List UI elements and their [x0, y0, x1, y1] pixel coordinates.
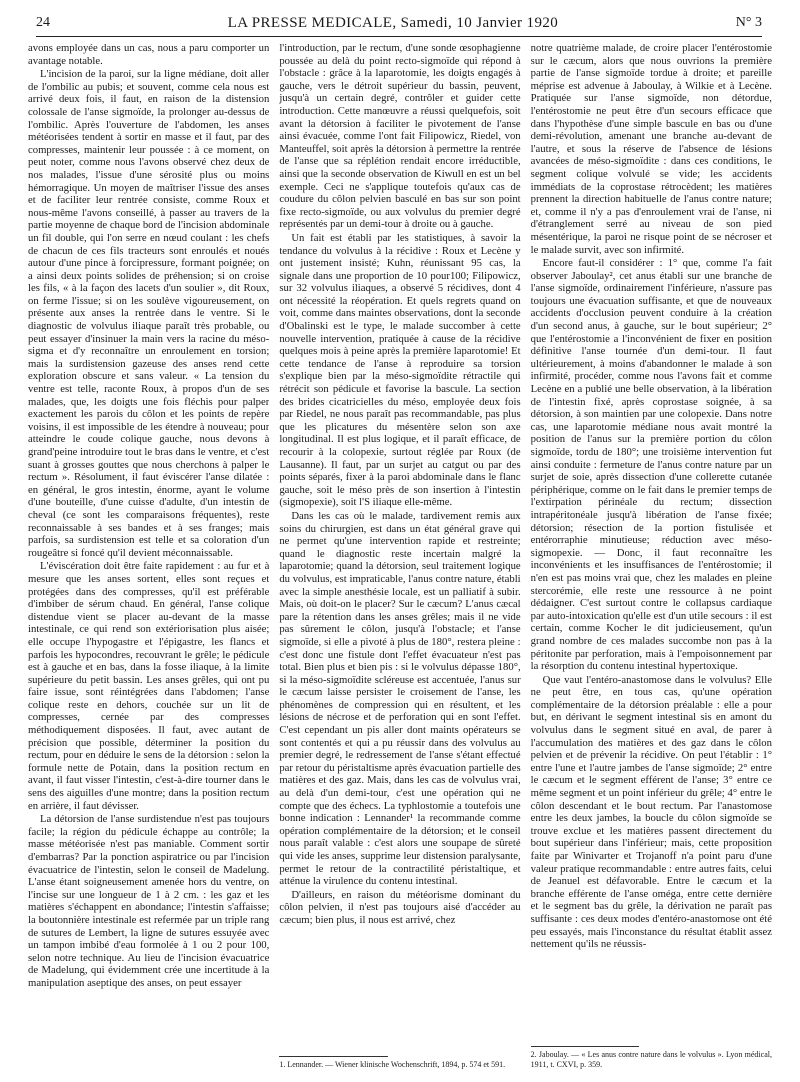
footnote-area: [279, 1056, 520, 1070]
column-1: [28, 42, 269, 1072]
page-number: 24: [36, 15, 50, 30]
footnote-rule: [279, 1056, 388, 1057]
column-2: [279, 42, 520, 1072]
paragraph: l'introduction, par le rectum, d'une sonde œsophagienne poussée au delà du point recto-sigmoïde qui répond à l'obstacle : grâce à la laparotomie, les doigts engagés à gauche, vers le détroit supérieur du bassin, peuvent, jusqu'à un certain degré, contrôler et guider cette introduction. Cette manœuvre a réussi quelquefois, soit avant la détorsion à faciliter le pivotement de l'anse ainsi évacuée, comme l'ont fait Filipowicz, Riedel, von Manteuffel, soit après la détorsion à permettre la rentrée de l'anse que sa réplétion rendait encore irréductible, ainsi que la seconde observation de Kiwull en est un bel exemple. Ceci ne s'applique toutefois qu'aux cas de coudure du côlon pelvien basculé en bas sur son point fixe recto-sigmoïde, ou aux volvulus du premier degré représentés par un demi-tour à droite ou à gauche.: [279, 42, 521, 231]
paragraph: Encore faut-il considérer : 1° que, comme l'a fait observer Jaboulay², cet anus établi sur une branche de l'anse sigmoïde, ordinairement l'inférieure, n'assure pas toujours une évacuation suffisante, et que de nouveaux accidents d'occlusion peuvent conduire à la création d'un second anus, à gauche, sur le bout supérieur; 2° que l'entérostomie a l'inconvénient de fixer en position définitive l'anse tournée d'un demi-tour. Il faut ultérieurement, à moins d'abandonner le malade à son infirmité, procéder, comme nous l'avons fait et comme Lecène en a publié une belle observation, à la libération de l'intestin fixé, après coprostase soignée, à sa détorsion, à son maintien par une colopexie. Dans notre cas, une laparotomie médiane nous avait montré la position de l'anus sur la première portion du côlon sigmoïde, tordu de 180°; une troisième intervention fut ainsi conduite : fermeture de l'anus contre nature par un surjet de soie, après dissection d'une collerette cutanée périphérique, comme on le fait dans le premier temps de l'extirpation périnéale du rectum; dissection intrapéritonéale jusqu'à libération de l'anse fixée; détorsion; résection de la portion fistulisée et entérorraphie minutieuse; réduction avec méso-sigmopexie. — Donc, il faut reconnaître les inconvénients et les insuffisances de l'entérostomie; il n'en est pas moins vrai que, chez les malades en pleine stercorémie, elle reste une ressource à ne point dédaigner. C'est surtout contre le collapsus cardiaque par auto-intoxication qu'elle est d'un utile secours : il est certain, comme Kocher le dit judicieusement, qu'un grand nombre de ces malades succombe non pas à la péritonite par perforation, mais à l'empoisonnement par la résorption du contenu intestinal hypertoxique.: [530, 257, 772, 673]
footnote-area: [531, 1046, 772, 1070]
footnote: 1. Lennander. — Wiener klinische Wochenschrift, 1894, p. 574 et 591.: [279, 1060, 506, 1069]
paragraph: notre quatrième malade, de croire placer l'entérostomie sur le cæcum, alors que nous ouvrions la première partie de l'anse sigmoïde tordue à droite; et pareille méprise est advenue à Jaboulay, à Wilkie et à Lecène. Pratiquée sur l'anse sigmoïde, non détordue, l'entérostomie ne peut être d'un secours efficace que dans l'hypothèse d'une simple bascule en bas ou d'une demi-révolution, amenant une branche au-devant de l'autre, et sous la réserve de l'absence de lésions avancées de méso-sigmoïdite : dans ces conditions, le segment colique volvulé se vide; les accidents immédiats de la coprostase rétrocèdent; les matières prennent la direction habituelle de l'anus contre nature; et, comme il n'y a pas d'enroulement vrai de l'anse, ni d'étranglement serré au niveau de son pied mésentérique, la paroi ne risque point de se nécroser et le malade survit, avec son infirmité.: [530, 42, 772, 256]
paragraph: avons employée dans un cas, nous a paru comporter un avantage notable.: [28, 42, 270, 67]
footnote-rule: [531, 1046, 640, 1047]
column-3: [531, 42, 772, 1072]
paragraph: Un fait est établi par les statistiques, à savoir la tendance du volvulus à la récidive : Roux et Lecène y ont justement insisté; Kuhn, réunissant 95 cas, la signale dans une proportion de 10 pour100; Filipowicz, sur 32 volvulus iliaques, a observé 5 récidives, dont 4 ont nécessité la réopération. Et quels regrets quand on voit, comme dans maintes observations, dont la seconde d'Obalinski est le type, le malade succomber à cette nouvelle intervention, pratiquée à cause de la récidive quelques mois à peine après la première laparotomie! Et cette tendance de l'anse à reproduire sa torsion s'explique bien par la méso-sigmoïdite rétractile qui rétrécit son pédicule et favorise la bascule. La section des brides cicatricielles du méso, employée deux fois par Riedel, ne nous paraît pas recommandable, pas plus que les plicatures du mésentère selon son axe longitudinal. Il est plus logique, et il paraît efficace, de recourir à la colopexie, surtout réglée par Roux (de Lausanne). Il faut, par un surjet au catgut ou par des points séparés, fixer à la paroi abdominale dans le flanc gauche, soit le méso près de son insertion à l'intestin (sigmopexie), soit l'S iliaque elle-même.: [279, 231, 521, 509]
paragraph: L'éviscération doit être faite rapidement : au fur et à mesure que les anses sortent, elles sont reçues et protégées dans des compresses, qu'il est préférable d'imbiber de sérum chaud. En général, l'anse colique distendue vient se placer au-devant de la masse intestinale, ce qui rend son extériorisation plus aisée; elle occupe l'hypogastre et l'épigastre, les flancs et parfois les hypocondres, recouvrant le grêle; le pédicule est à gauche et en bas, dans la fosse iliaque, à la limite supérieure du petit bassin. Les anses grêles, qui ont pu faire issue, sont réintégrées dans l'abdomen; l'anse colique reste en dehors, couchée sur un lit de compresses, cernée par des compresses méthodiquement disposées. Il faut, avec autant de précision que possible, déterminer la position du rectum, pour en déduire le sens de la détorsion : selon la formule nette de Potain, dans la position rectum en avant, il faut visser l'intestin, c'est-à-dire tourner dans le sens des aiguilles d'une montre; dans la position rectum en arrière, il faut dévisser.: [28, 560, 270, 812]
running-header: [36, 10, 762, 37]
issue-number: N° 3: [735, 15, 762, 30]
article-body: [28, 42, 772, 1072]
paragraph: Dans les cas où le malade, tardivement remis aux soins du chirurgien, est dans un état général grave qui ne permet qu'une intervention rapide et restreinte; quand le diagnostic reste incertain malgré la laparotomie; quand la détorsion, seul traitement logique du volvulus, est impraticable, l'anus contre nature, établi avec la simple anesthésie locale, est un palliatif à subir. Mais, où doit-on le placer? Sur le cæcum? L'anus cæcal pare la rétention dans les anses grêles; mais il ne vide pas sûrement le côlon, jusqu'à l'obstacle; et l'anse sigmoïde, si elle a pivoté à plus de 180°, restera pleine : c'est donc une fistule dont l'effet évacuateur n'est pas total. Bien plus et bien pis : si le volvulus dépasse 180°, si la méso-sigmoïdite scléreuse est accentuée, l'anus sur le cæcum laisse persister le croisement de l'anse, les phénomènes de compression qui en résultent, et les lésions de nécrose et de perforation qui en sont l'effet. C'est cependant un pis aller dont maints opérateurs se sont contentés et qui a pu réussir dans des volvulus au premier degré, le redressement de l'anse s'étant effectué par retour du péristaltisme après évacuation partielle des matières et des gaz. Mais, dans les cas de volvulus vrai, au delà d'un demi-tour, c'est une opération qui ne compte que des échecs. La typhlostomie a toutefois une bonne indication : Lennander¹ la recommande comme opération complémentaire de la détorsion; et le conseil nous paraît valable : c'est alors une soupape de sûreté qui vide les anses, supprime leur distension paralysante, permet le retour de la contractilité péristaltique, et atténue la virulence du contenu intestinal.: [279, 509, 521, 888]
paragraph: D'ailleurs, en raison du météorisme dominant du côlon pelvien, il n'est pas toujours aisé d'accéder au cæcum; bien plus, il nous est arrivé, chez: [279, 888, 521, 926]
journal-title: LA PRESSE MEDICALE, Samedi, 10 Janvier 1920: [227, 14, 559, 31]
footnote: 2. Jaboulay. — « Les anus contre nature dans le volvulus ». Lyon médical, 1911, t. CXVI, p. 359.: [530, 1050, 772, 1069]
paragraph: La détorsion de l'anse surdistendue n'est pas toujours facile; la région du pédicule échappe au contrôle; la masse météorisée n'est pas maniable. Comment sortir d'embarras? Par la ponction aspiratrice ou par l'incision évacuatrice de l'intestin, selon le conseil de Madelung. L'anse étant soigneusement amenée hors du ventre, on l'incise sur une longueur de 1 à 2 cm. : les gaz et les matières s'échappent en abondance; l'intestin s'affaisse; la boutonnière intestinale est refermée par un triple rang de sutures de Lembert, la ligne de sutures essuyée avec un tampon imbibé d'eau formolée à 1 ou 2 pour 100, selon notre technique. Au lieu de l'incision évacuatrice de Madelung, qui évidemment crée une incertitude à la manipulation aseptique des anses, on peut essayer: [28, 813, 270, 989]
paragraph: Que vaut l'entéro-anastomose dans le volvulus? Elle ne peut être, en tous cas, qu'une opération complémentaire de la détorsion préalable : elle a pour but, en dérivant le segment intestinal sis en amont du volvulus dans le segment situé en aval, de parer à l'accumulation des matières et des gaz dans le côlon pelvien et de prévenir la récidive. On peut l'établir : 1° entre l'une et l'autre jambes de l'anse sigmoïde; 2° entre le cæcum et le segment efférent de l'anse; 3° entre ce même segment et un point inférieur du grêle; 4° entre le côlon descendant et le bout rectum. Par l'anastomose entre les deux jambes, la boucle du côlon sigmoïde se trouve exclue et les matières passent directement du bout supérieur dans l'inférieur; mais, cette proposition faite par Winivarter et Trojanoff n'a point paru d'une valeur pratique recommandable : entre autres faits, celui de Jeanuel est défavorable. Entre le cæcum et la branche efférente de l'anse oméga, entre cette dernière et le segment bas du grêle, la dérivation ne paraît pas suffisante : ces deux modes d'entéro-anastomose ont été peu essayés, mais l'inconstance du résultat établit assez nettement qu'ils ne réussis-: [530, 673, 772, 951]
paragraph: L'incision de la paroi, sur la ligne médiane, doit aller de l'ombilic au pubis; et souvent, comme cela nous est arrivé deux fois, il faut, en raison de la distension colossale de l'anse sigmoïde, la prolonger au-dessus de l'ombilic. Après l'ouverture de l'abdomen, les anses météorisées tendent à sortir en masse et il faut, par des compresses, maintenir leur poussée : à ce moment, on peut noter, comme nous l'avons observé chez deux de nos malades, l'issue d'une sérosité plus ou moins hémorragique. Un moyen de maîtriser l'issue des anses et de faciliter leur rentrée consiste, comme Roux et nous-même l'avons conseillé, à passer au travers de la partie moyenne de chaque bord de l'incision abdominale un fil double, qui l'on serre en nœud coulant : les chefs de chacun de ces fils tracteurs sont enroulés et noués autour d'une pince à forcipressure, formant poignée; on a ainsi deux points solides de préhension; si on croise les fils, « à la façon des lacets d'un soulier », dit Roux, on ferme l'issue; si on les soulève vigoureusement, on présente aux anses la rentrée dans le ventre. Si le diagnostic de volvulus iliaque paraît très probable, ou peut essayer d'insinuer la main vers la racine du méso-sigma et d'y reconnaître un enroulement en torsion; mais la surdistension gazeuse des anses rend cette exploration obscure et sans valeur. « La tension du ventre est telle, raconte Roux, à propos d'un de ses malades, que, les doigts une fois fléchis pour palper exactement les parois du côlon et les points de repère voisins, il est impossible de les étendre à nouveau; pour atteindre le coude colique gauche, nous devons à grand'peine introduire tout le bras dans le ventre, et c'est suant à grosses gouttes que nous cherchons à palper le rectum ». Résolument, il faut éviscérer l'anse dilatée : en général, le gros intestin, énorme, ayant le volume d'une bouteille, d'une cuisse d'adulte, d'un intestin de cheval (ce sont les comparaisons fréquentes), reste reconnaissable à ses bandes et à ses franges; mais parfois, sa surdistension est telle et sa coloration d'un rougeâtre si foncé qu'il devient méconnaissable.: [28, 68, 270, 559]
